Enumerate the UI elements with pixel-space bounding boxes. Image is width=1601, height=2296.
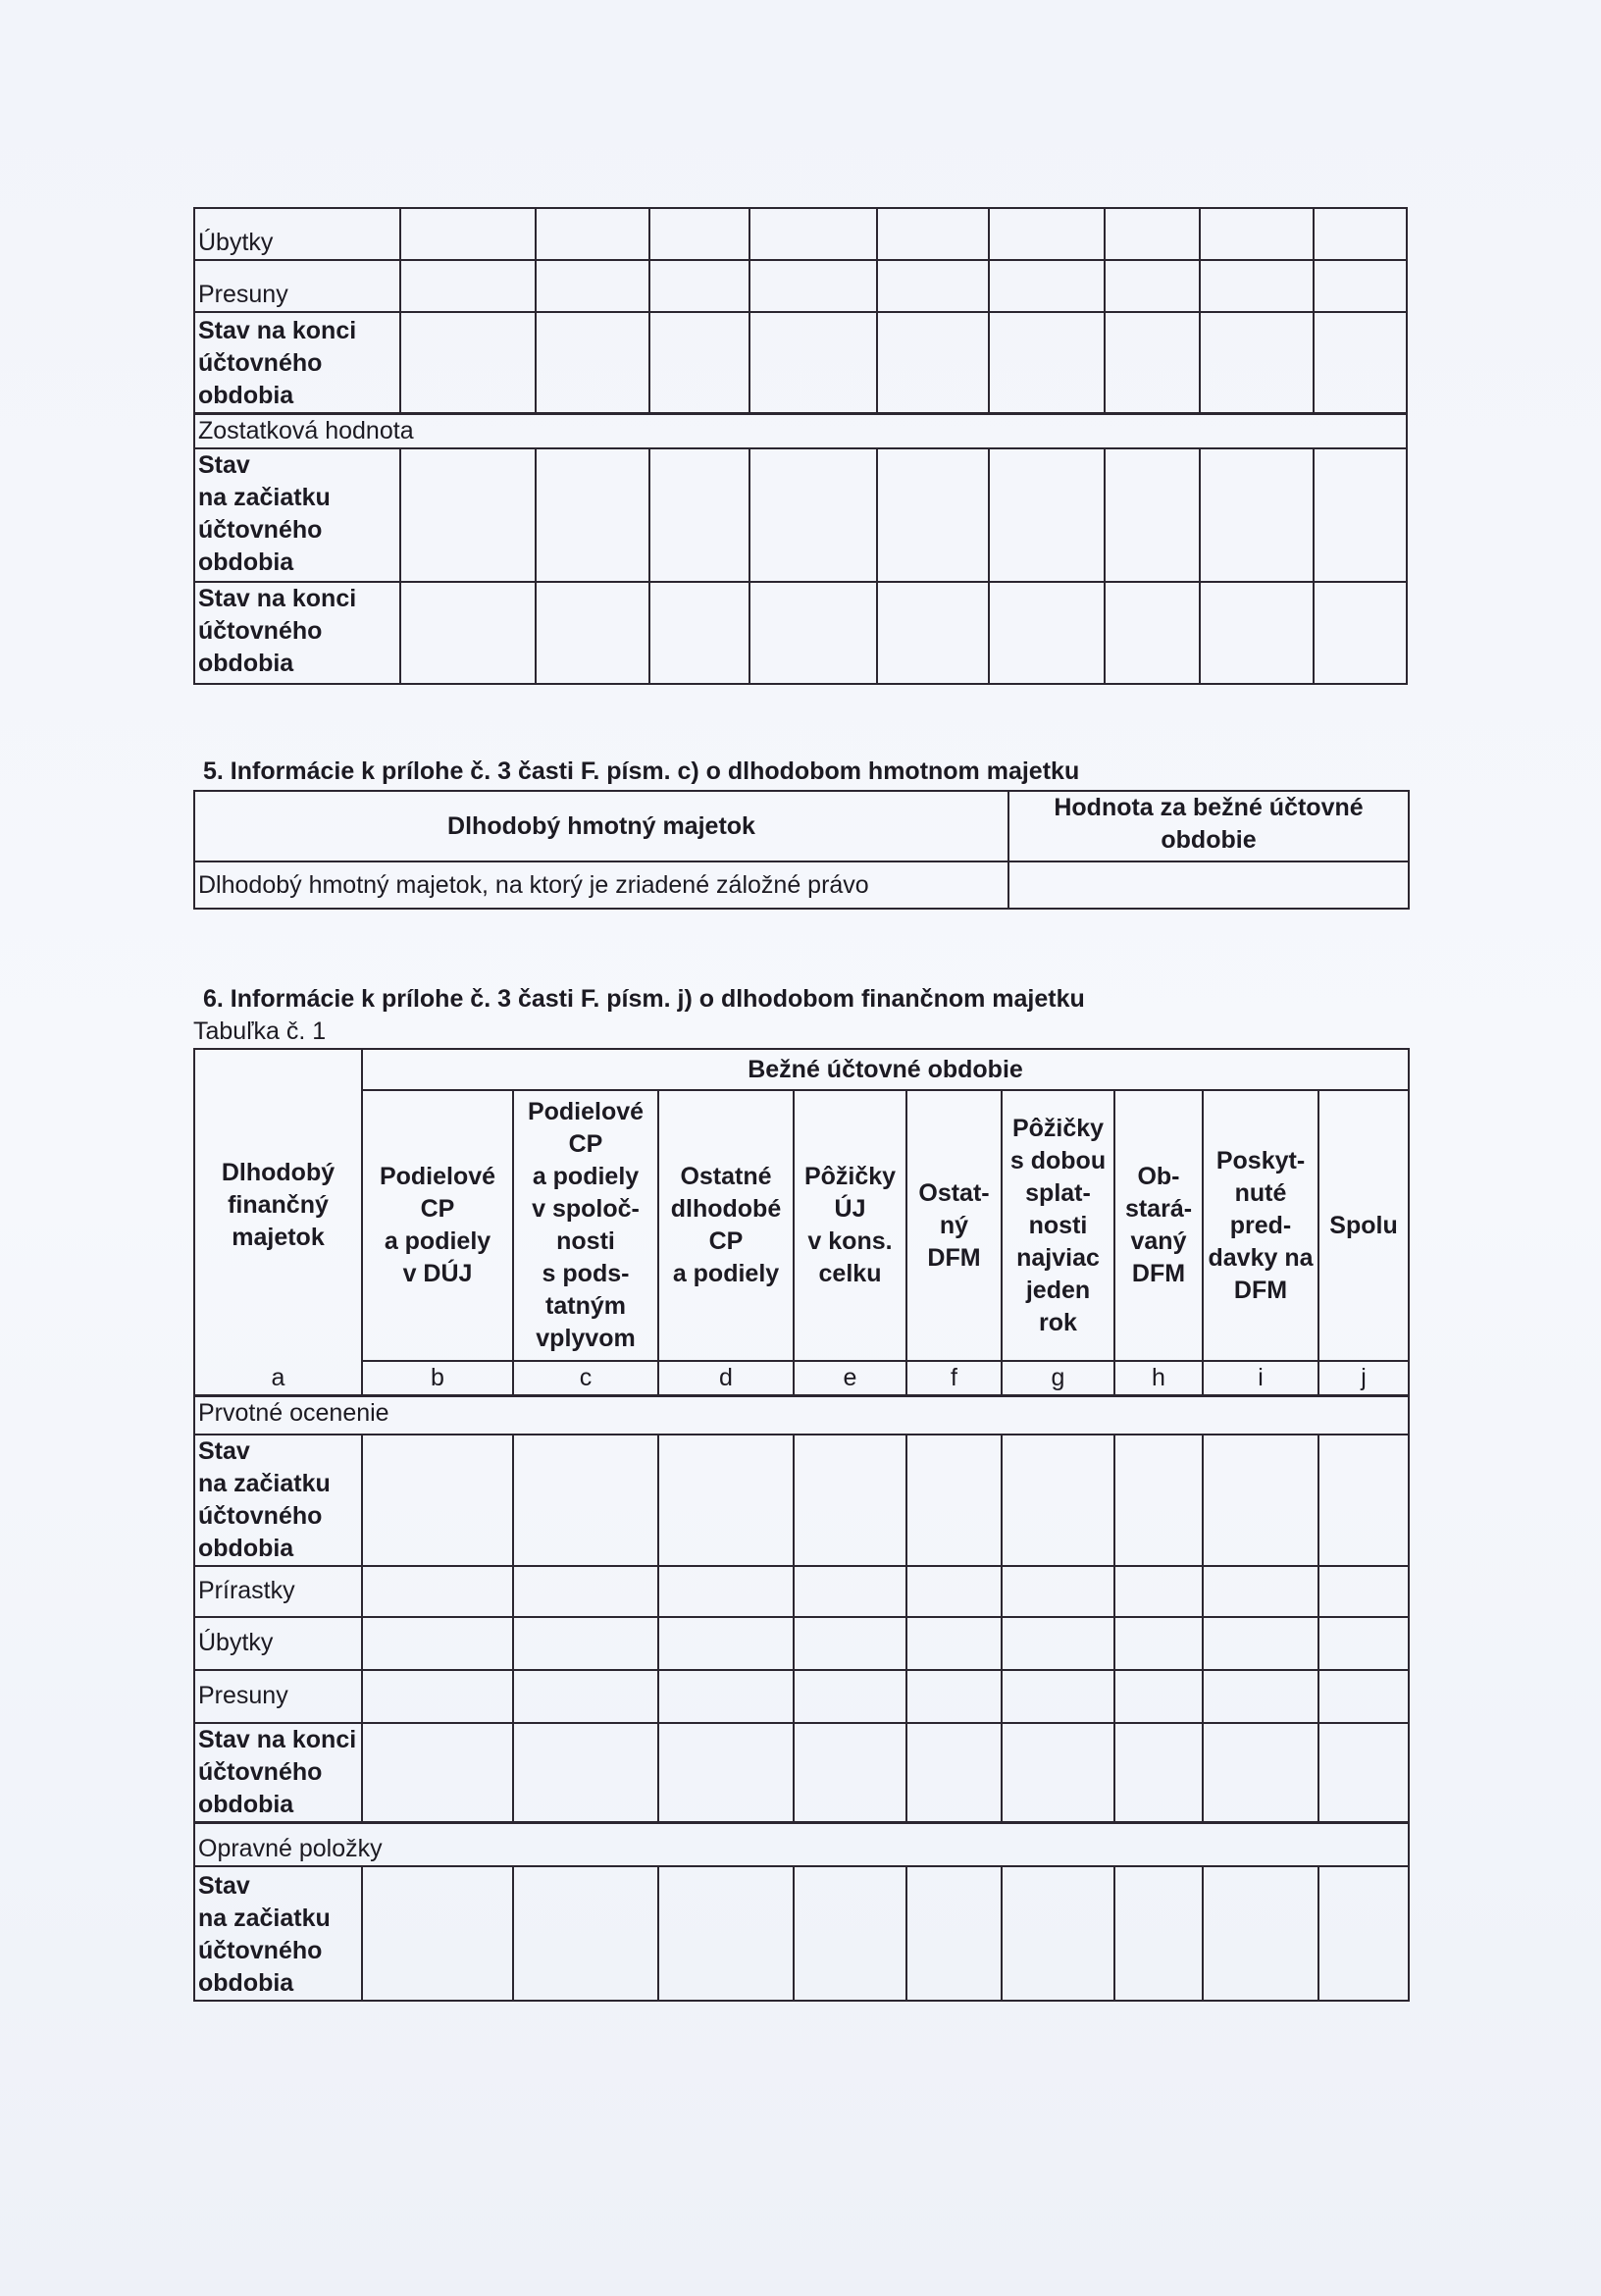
- table-row: [194, 260, 1407, 312]
- section-6-heading: 6. Informácie k prílohe č. 3 časti F. písm. j) o dlhodobom finančnom majetku: [203, 985, 1085, 1013]
- table-row: [194, 791, 1409, 861]
- row-label: Úbytky: [194, 1617, 362, 1670]
- table-row: [194, 1435, 1409, 1566]
- row-label: Stav na začiatku účtovného obdobia: [194, 448, 400, 582]
- span-row-label: Zostatková hodnota: [194, 413, 1407, 448]
- table-row: [194, 1566, 1409, 1617]
- table-row: [194, 413, 1407, 448]
- column-header: Dlhodobý hmotný majetok: [194, 791, 1008, 861]
- row-label: Dlhodobý hmotný majetok, na ktorý je zriadené záložné právo: [194, 861, 1008, 909]
- section-5-table: [193, 790, 1410, 910]
- column-header-j: Spolu: [1318, 1090, 1409, 1361]
- column-letter: c: [513, 1361, 658, 1396]
- table-row: [194, 1090, 1409, 1361]
- table-row: [194, 861, 1409, 909]
- row-label: Presuny: [194, 1670, 362, 1723]
- column-letter: g: [1002, 1361, 1114, 1396]
- column-header-h: Ob- stará- vaný DFM: [1114, 1090, 1203, 1361]
- column-letter: i: [1203, 1361, 1318, 1396]
- table-row: [194, 582, 1407, 684]
- column-letters-row: [194, 1361, 1409, 1396]
- column-header: Hodnota za bežné účtovné obdobie: [1008, 791, 1409, 861]
- table-row: [194, 208, 1407, 260]
- column-header-d: Ostatné dlhodobé CP a podiely: [658, 1090, 794, 1361]
- table-row: [194, 1822, 1409, 1866]
- table-row: [194, 1617, 1409, 1670]
- column-header-e: Pôžičky ÚJ v kons. celku: [794, 1090, 906, 1361]
- column-letter: e: [794, 1361, 906, 1396]
- column-letter: a: [194, 1361, 362, 1396]
- top-table: [193, 207, 1408, 685]
- row-label: Stav na konci účtovného obdobia: [194, 1723, 362, 1823]
- column-letter: j: [1318, 1361, 1409, 1396]
- column-letter: h: [1114, 1361, 1203, 1396]
- column-letter: d: [658, 1361, 794, 1396]
- table-caption: Tabuľka č. 1: [193, 1018, 327, 1045]
- column-header-b: Podielové CP a podiely v DÚJ: [362, 1090, 513, 1361]
- row-label: Stav na konci účtovného obdobia: [194, 312, 400, 413]
- column-header-a: Dlhodobý finančný majetok: [194, 1049, 362, 1361]
- span-row-label: Prvotné ocenenie: [194, 1396, 1409, 1435]
- column-header-g: Pôžičky s dobou splat- nosti najviac jeden rok: [1002, 1090, 1114, 1361]
- row-label: Stav na konci účtovného obdobia: [194, 582, 400, 684]
- row-label: Presuny: [194, 260, 400, 312]
- column-letter: f: [906, 1361, 1002, 1396]
- table-row: [194, 448, 1407, 582]
- table-row: [194, 312, 1407, 413]
- table-row: [194, 1866, 1409, 2001]
- row-label: Stav na začiatku účtovného obdobia: [194, 1435, 362, 1566]
- column-header-f: Ostat- ný DFM: [906, 1090, 1002, 1361]
- span-row-label: Opravné položky: [194, 1822, 1409, 1866]
- table-row: [194, 1723, 1409, 1823]
- section-5-heading: 5. Informácie k prílohe č. 3 časti F. písm. c) o dlhodobom hmotnom majetku: [203, 757, 1080, 785]
- column-header-c: Podielové CP a podiely v spoloč- nosti s pods- tatným vplyvom: [513, 1090, 658, 1361]
- column-header-i: Poskyt- nuté pred- davky na DFM: [1203, 1090, 1318, 1361]
- table-row: [194, 1670, 1409, 1723]
- row-label: Úbytky: [194, 208, 400, 260]
- section-6-table: [193, 1048, 1410, 2002]
- row-label: Stav na začiatku účtovného obdobia: [194, 1866, 362, 2001]
- column-letter: b: [362, 1361, 513, 1396]
- table-row: [194, 1396, 1409, 1435]
- period-header: Bežné účtovné obdobie: [362, 1049, 1409, 1090]
- row-label: Prírastky: [194, 1566, 362, 1617]
- table-row: [194, 1049, 1409, 1090]
